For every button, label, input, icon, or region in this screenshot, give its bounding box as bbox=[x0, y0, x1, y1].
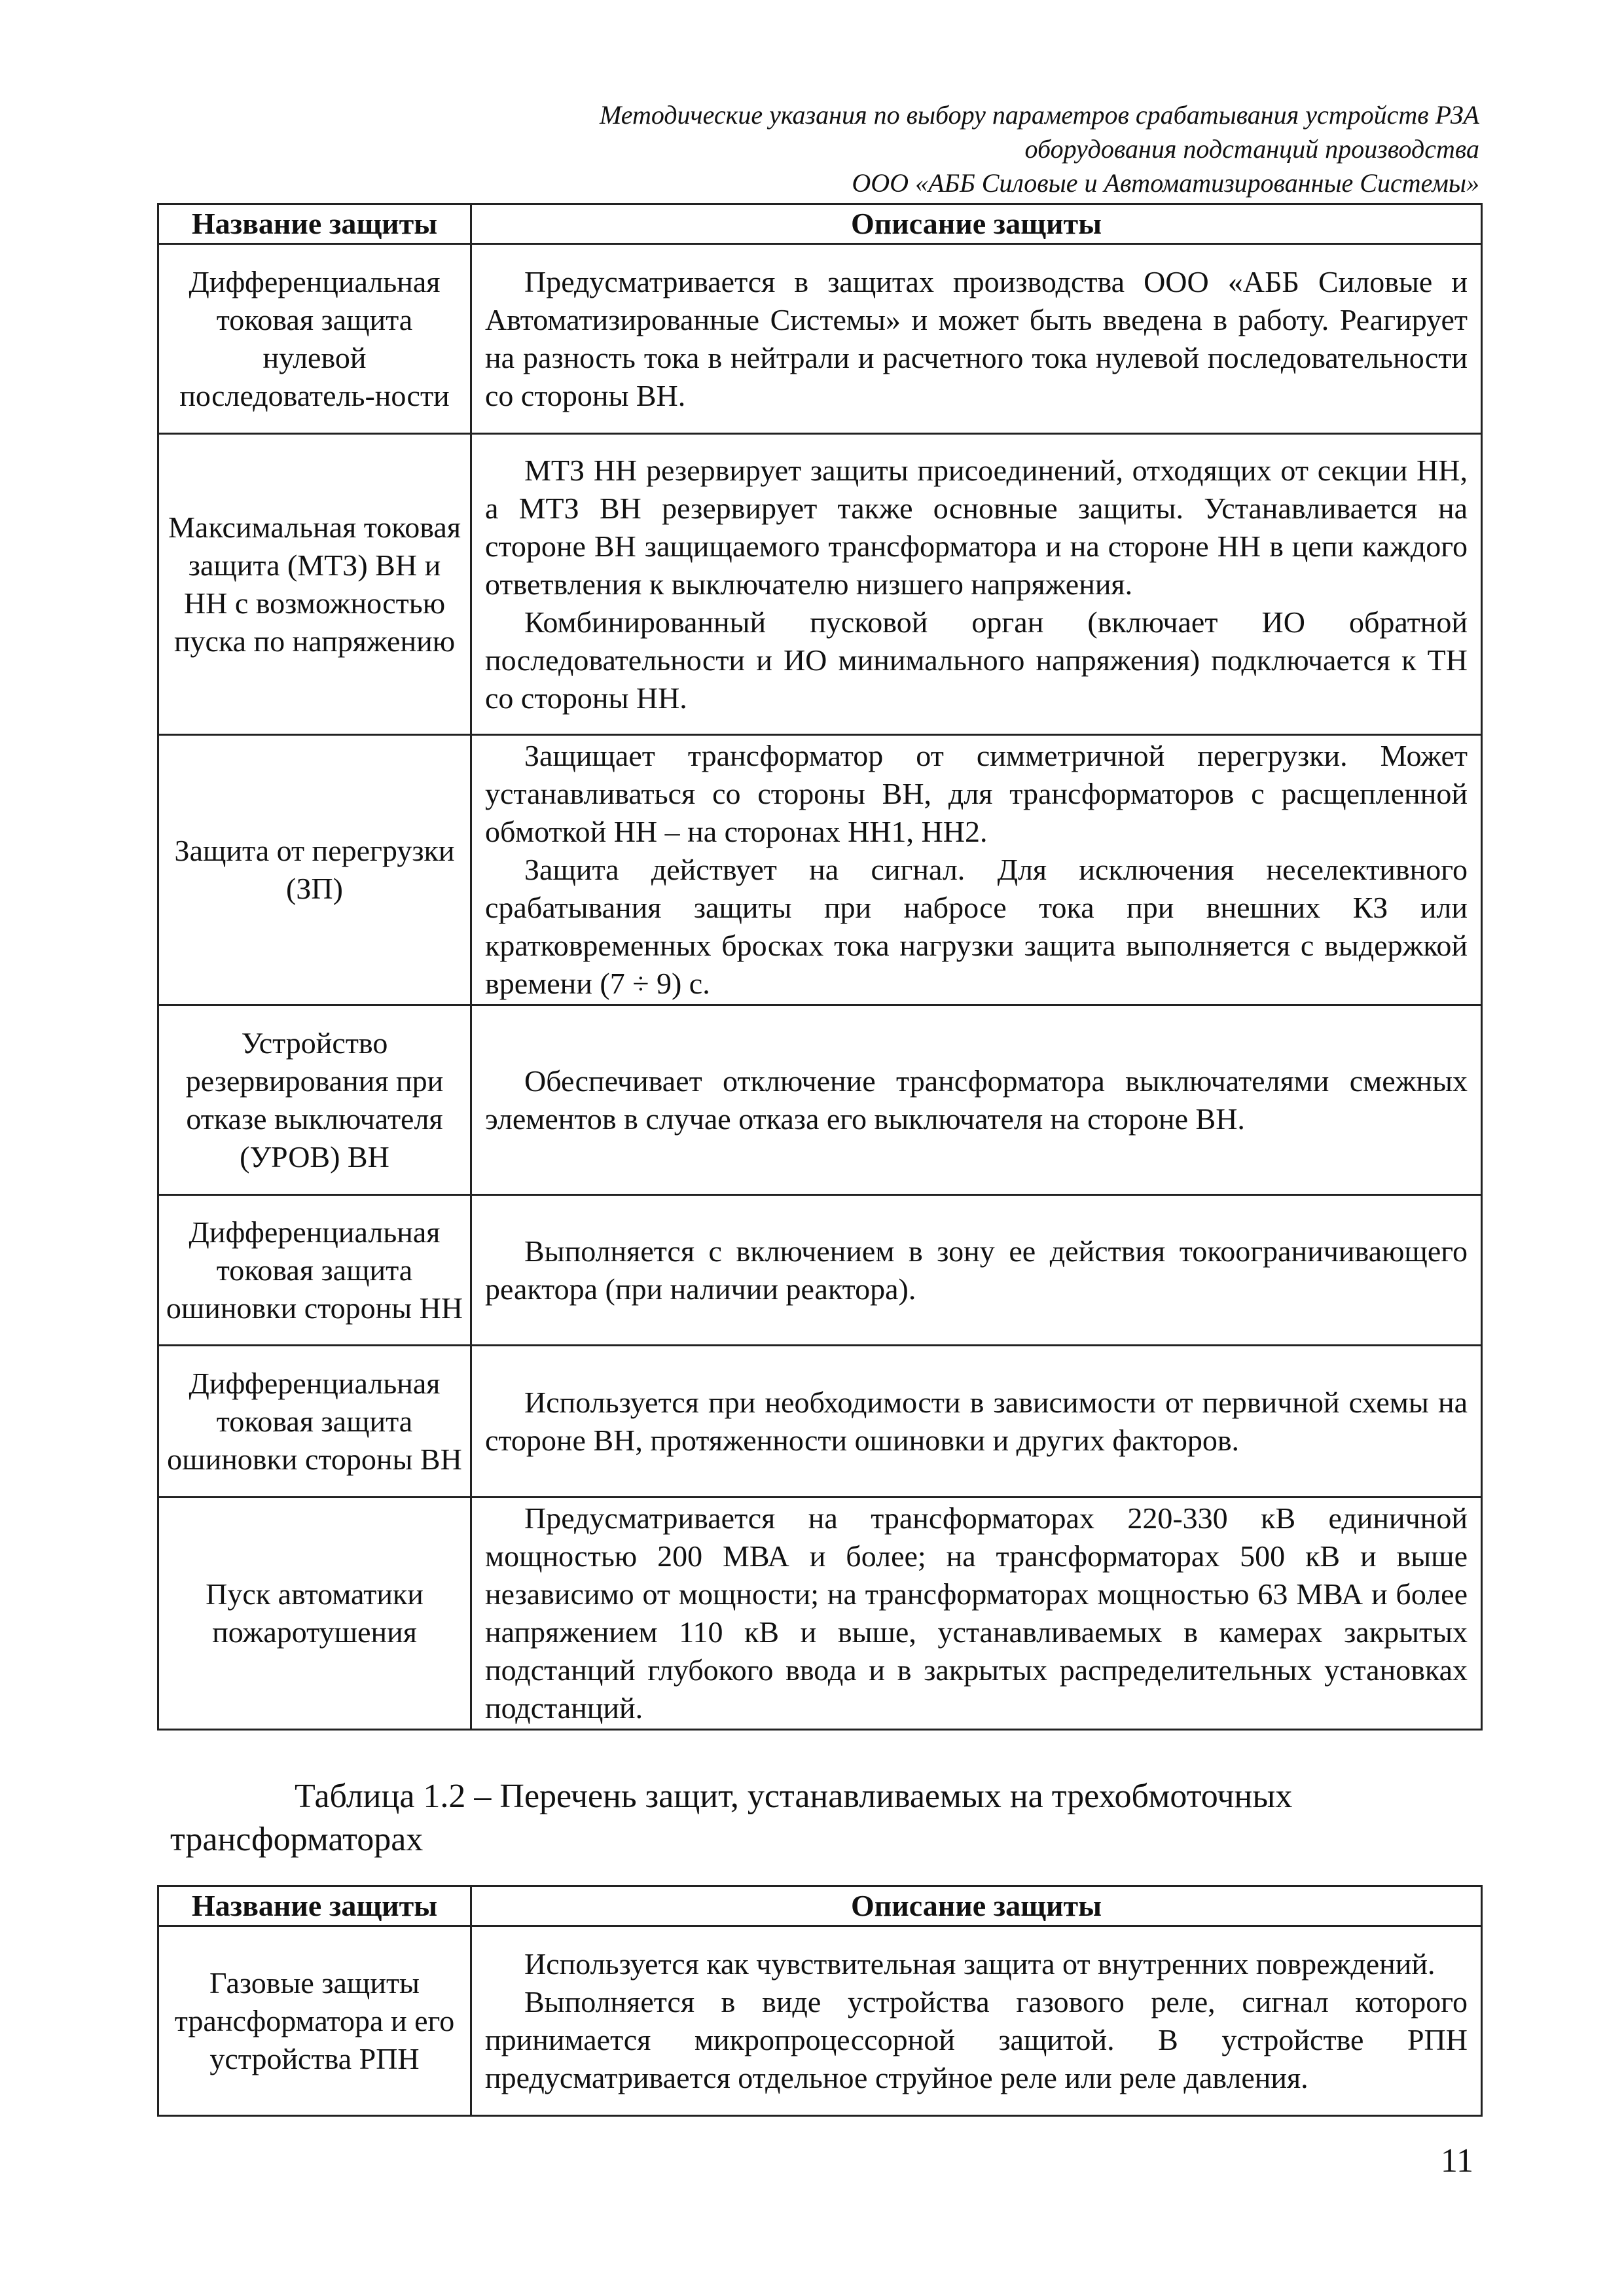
column-header-name: Название защиты bbox=[158, 204, 471, 244]
table-row bbox=[158, 1498, 1482, 1730]
protection-name: Газовые защиты трансформатора и его устройства РПН bbox=[158, 1926, 471, 2116]
page-number: 11 bbox=[1440, 2142, 1473, 2179]
description-paragraph: Предусматривается на трансформаторах 220-330 кВ единичной мощностью 200 МВА и более; на трансформаторах 500 кВ и выше независимо от мощности; на трансформаторах мощностью 63 МВА и более напряжением 110 кВ и выше, устанавливаемых в камерах закрытых подстанций глубокого ввода и в закрытых распределительных установках подстанций. bbox=[485, 1501, 1468, 1725]
table-row bbox=[158, 1926, 1482, 2116]
description-paragraph: Выполняется с включением в зону ее действия токоограничивающего реактора (при наличии реактора). bbox=[485, 1234, 1468, 1306]
protection-table-2 bbox=[157, 1885, 1483, 2117]
header-line-2: оборудования подстанций производства bbox=[1024, 134, 1479, 164]
protection-description bbox=[471, 1346, 1482, 1498]
table-row bbox=[158, 1005, 1482, 1195]
table-row bbox=[158, 1346, 1482, 1498]
protection-name: Дифференциальная токовая защита ошиновки стороны НН bbox=[158, 1195, 471, 1346]
protection-description bbox=[471, 1926, 1482, 2116]
protection-name: Защита от перегрузки (ЗП) bbox=[158, 735, 471, 1005]
description-paragraph: Используется как чувствительная защита от внутренних повреждений. bbox=[524, 1946, 1435, 1981]
protection-description bbox=[471, 1498, 1482, 1730]
table-row bbox=[158, 1195, 1482, 1346]
column-header-description: Описание защиты bbox=[471, 204, 1482, 244]
description-paragraph: МТЗ НН резервирует защиты присоединений, отходящих от секции НН, а МТЗ ВН резервирует также основные защиты. Устанавливается на стороне ВН защищаемого трансформатора и на стороне НН в цепи каждого ответвления к выключателю низшего напряжения. bbox=[485, 453, 1468, 601]
table-row bbox=[158, 244, 1482, 434]
header-line-1: Методические указания по выбору параметров срабатывания устройств РЗА bbox=[599, 100, 1479, 130]
protection-name: Пуск автоматики пожаротушения bbox=[158, 1498, 471, 1730]
column-header-description: Описание защиты bbox=[471, 1886, 1482, 1926]
description-paragraph: Защита действует на сигнал. Для исключения неселективного срабатывания защиты при набросе тока при внешних КЗ или кратковременных бросках тока нагрузки защита выполняется с выдержкой времени (7 ÷ 9) с. bbox=[485, 853, 1468, 1000]
column-header-name: Название защиты bbox=[158, 1886, 471, 1926]
protection-description bbox=[471, 244, 1482, 434]
protection-description bbox=[471, 1005, 1482, 1195]
protection-name: Максимальная токовая защита (МТЗ) ВН и НН с возможностью пуска по напряжению bbox=[158, 434, 471, 735]
description-paragraph: Обеспечивает отключение трансформатора выключателями смежных элементов в случае отказа его выключателя на стороне ВН. bbox=[485, 1064, 1468, 1136]
description-paragraph: Используется при необходимости в зависимости от первичной схемы на стороне ВН, протяженности ошиновки и других факторов. bbox=[485, 1385, 1468, 1457]
protection-table-1 bbox=[157, 203, 1483, 1731]
description-paragraph: Комбинированный пусковой орган (включает ИО обратной последовательности и ИО минимального напряжения) подключается к ТН со стороны НН. bbox=[485, 605, 1468, 715]
header-line-3: ООО «АББ Силовые и Автоматизированные Системы» bbox=[852, 168, 1479, 198]
description-paragraph: Предусматривается в защитах производства ООО «АББ Силовые и Автоматизированные Системы» и может быть введена в работу. Реагирует на разность тока в нейтрали и расчетного тока нулевой последовательности со стороны ВН. bbox=[485, 264, 1468, 412]
table-header-row bbox=[158, 1886, 1482, 1926]
protection-name: Дифференциальная токовая защита нулевой последователь-ности bbox=[158, 244, 471, 434]
protection-description bbox=[471, 735, 1482, 1005]
running-header bbox=[157, 98, 1479, 200]
protection-description bbox=[471, 434, 1482, 735]
protection-name: Устройство резервирования при отказе выключателя (УРОВ) ВН bbox=[158, 1005, 471, 1195]
description-paragraph: Защищает трансформатор от симметричной перегрузки. Может устанавливаться со стороны ВН, для трансформаторов с расщепленной обмоткой НН – на сторонах НН1, НН2. bbox=[485, 739, 1468, 848]
protection-description bbox=[471, 1195, 1482, 1346]
table-header-row bbox=[158, 204, 1482, 244]
table-row bbox=[158, 434, 1482, 735]
description-paragraph: Выполняется в виде устройства газового реле, сигнал которого принимается микропроцессорной защитой. В устройстве РПН предусматривается отдельное струйное реле или реле давления. bbox=[485, 1984, 1468, 2094]
protection-name: Дифференциальная токовая защита ошиновки стороны ВН bbox=[158, 1346, 471, 1498]
table-row bbox=[158, 735, 1482, 1005]
table-caption: Таблица 1.2 – Перечень защит, устанавливаемых на трехобмоточных трансформаторах bbox=[170, 1778, 1293, 1858]
